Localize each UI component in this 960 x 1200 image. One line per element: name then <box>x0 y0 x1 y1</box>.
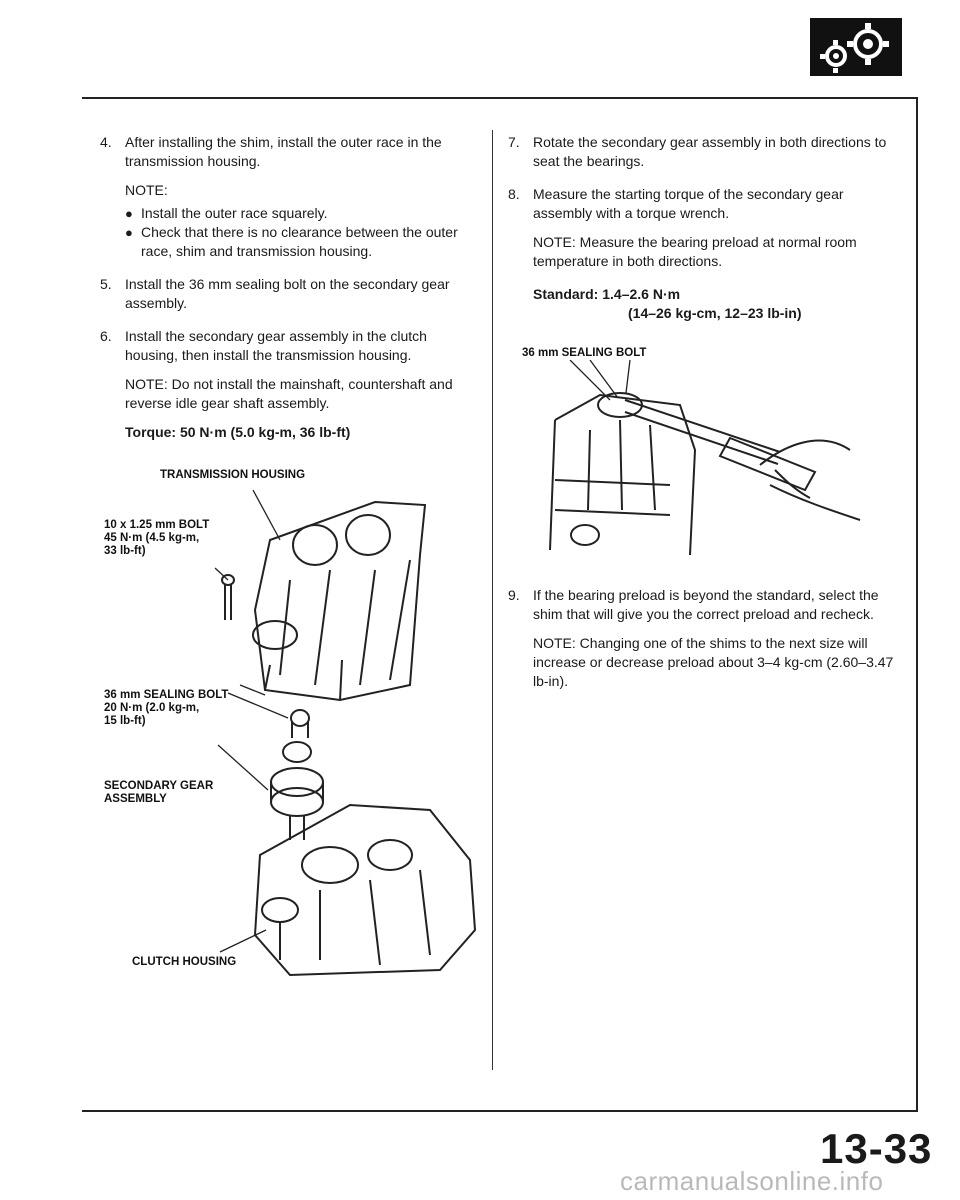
top-rule <box>82 97 918 99</box>
label-clutch-housing: CLUTCH HOUSING <box>132 956 237 968</box>
step-text: Rotate the secondary gear assembly in both directions to seat the bearings. <box>533 134 887 169</box>
step-number: 8. <box>508 186 520 202</box>
step-note: NOTE: Changing one of the shims to the next size will increase or decrease preload about 3–4 kg-cm (2.60–3.47 lb-in). <box>533 635 894 689</box>
label-sealing-bolt-line2: 20 N·m (2.0 kg-m, <box>104 702 200 714</box>
bullet-item: ● Check that there is no clearance between the outer race, shim and transmission housing. <box>125 223 470 261</box>
label-sealing-bolt-line3: 15 lb-ft) <box>104 715 146 727</box>
step-7 <box>508 133 896 171</box>
bottom-rule <box>82 1110 918 1112</box>
label-sealing-bolt-line1: 36 mm SEALING BOLT <box>104 689 229 701</box>
gear-logo-icon <box>810 18 902 76</box>
page-number: 13-33 <box>820 1125 933 1172</box>
torque-wrench-diagram <box>530 360 880 560</box>
label-bolt-line2: 45 N·m (4.5 kg-m, <box>104 532 200 544</box>
label-bolt-line1: 10 x 1.25 mm BOLT <box>104 519 210 531</box>
step-text: Measure the starting torque of the secondary gear assembly with a torque wrench. <box>533 186 844 221</box>
label-secondary-gear-line1: SECONDARY GEAR <box>104 780 214 792</box>
standard-spec-line2: (14–26 kg-cm, 12–23 lb-in) <box>628 305 802 321</box>
step-number: 4. <box>100 134 112 150</box>
left-column <box>100 133 470 456</box>
torque-spec: Torque: 50 N·m (5.0 kg-m, 36 lb-ft) <box>125 424 351 440</box>
step-text: If the bearing preload is beyond the standard, select the shim that will give you the correct preload and recheck. <box>533 587 879 622</box>
standard-spec-line1: Standard: 1.4–2.6 N·m <box>533 286 681 302</box>
step-number: 6. <box>100 328 112 344</box>
step-5 <box>100 275 470 313</box>
label-bolt-line3: 33 lb-ft) <box>104 545 146 557</box>
step-number: 5. <box>100 276 112 292</box>
step-6 <box>100 327 470 442</box>
right-column-bottom <box>508 586 896 705</box>
step-note: NOTE: Measure the bearing preload at normal room temperature in both directions. <box>533 234 857 269</box>
label-secondary-gear-line2: ASSEMBLY <box>104 793 167 805</box>
step-text: Install the secondary gear assembly in the clutch housing, then install the transmission housing. <box>125 328 427 363</box>
step-note: NOTE: Do not install the mainshaft, countershaft and reverse idle gear shaft assembly. <box>125 376 453 411</box>
step-number: 9. <box>508 587 520 603</box>
right-rule <box>916 97 918 1112</box>
step-number: 7. <box>508 134 520 150</box>
step-text: After installing the shim, install the outer race in the transmission housing. <box>125 134 442 169</box>
footer-watermark-url: carmanualsonline.info <box>620 1166 884 1196</box>
note-label: NOTE: <box>125 182 168 198</box>
step-9 <box>508 586 896 691</box>
label-transmission-housing: TRANSMISSION HOUSING <box>160 469 306 481</box>
step-4 <box>100 133 470 261</box>
bullet-item: ● Install the outer race squarely. <box>125 204 470 223</box>
step-8 <box>508 185 896 323</box>
right-column-top <box>508 133 896 337</box>
column-divider <box>492 130 493 1070</box>
label-sealing-bolt: 36 mm SEALING BOLT <box>522 347 647 359</box>
step-text: Install the 36 mm sealing bolt on the secondary gear assembly. <box>125 276 450 311</box>
